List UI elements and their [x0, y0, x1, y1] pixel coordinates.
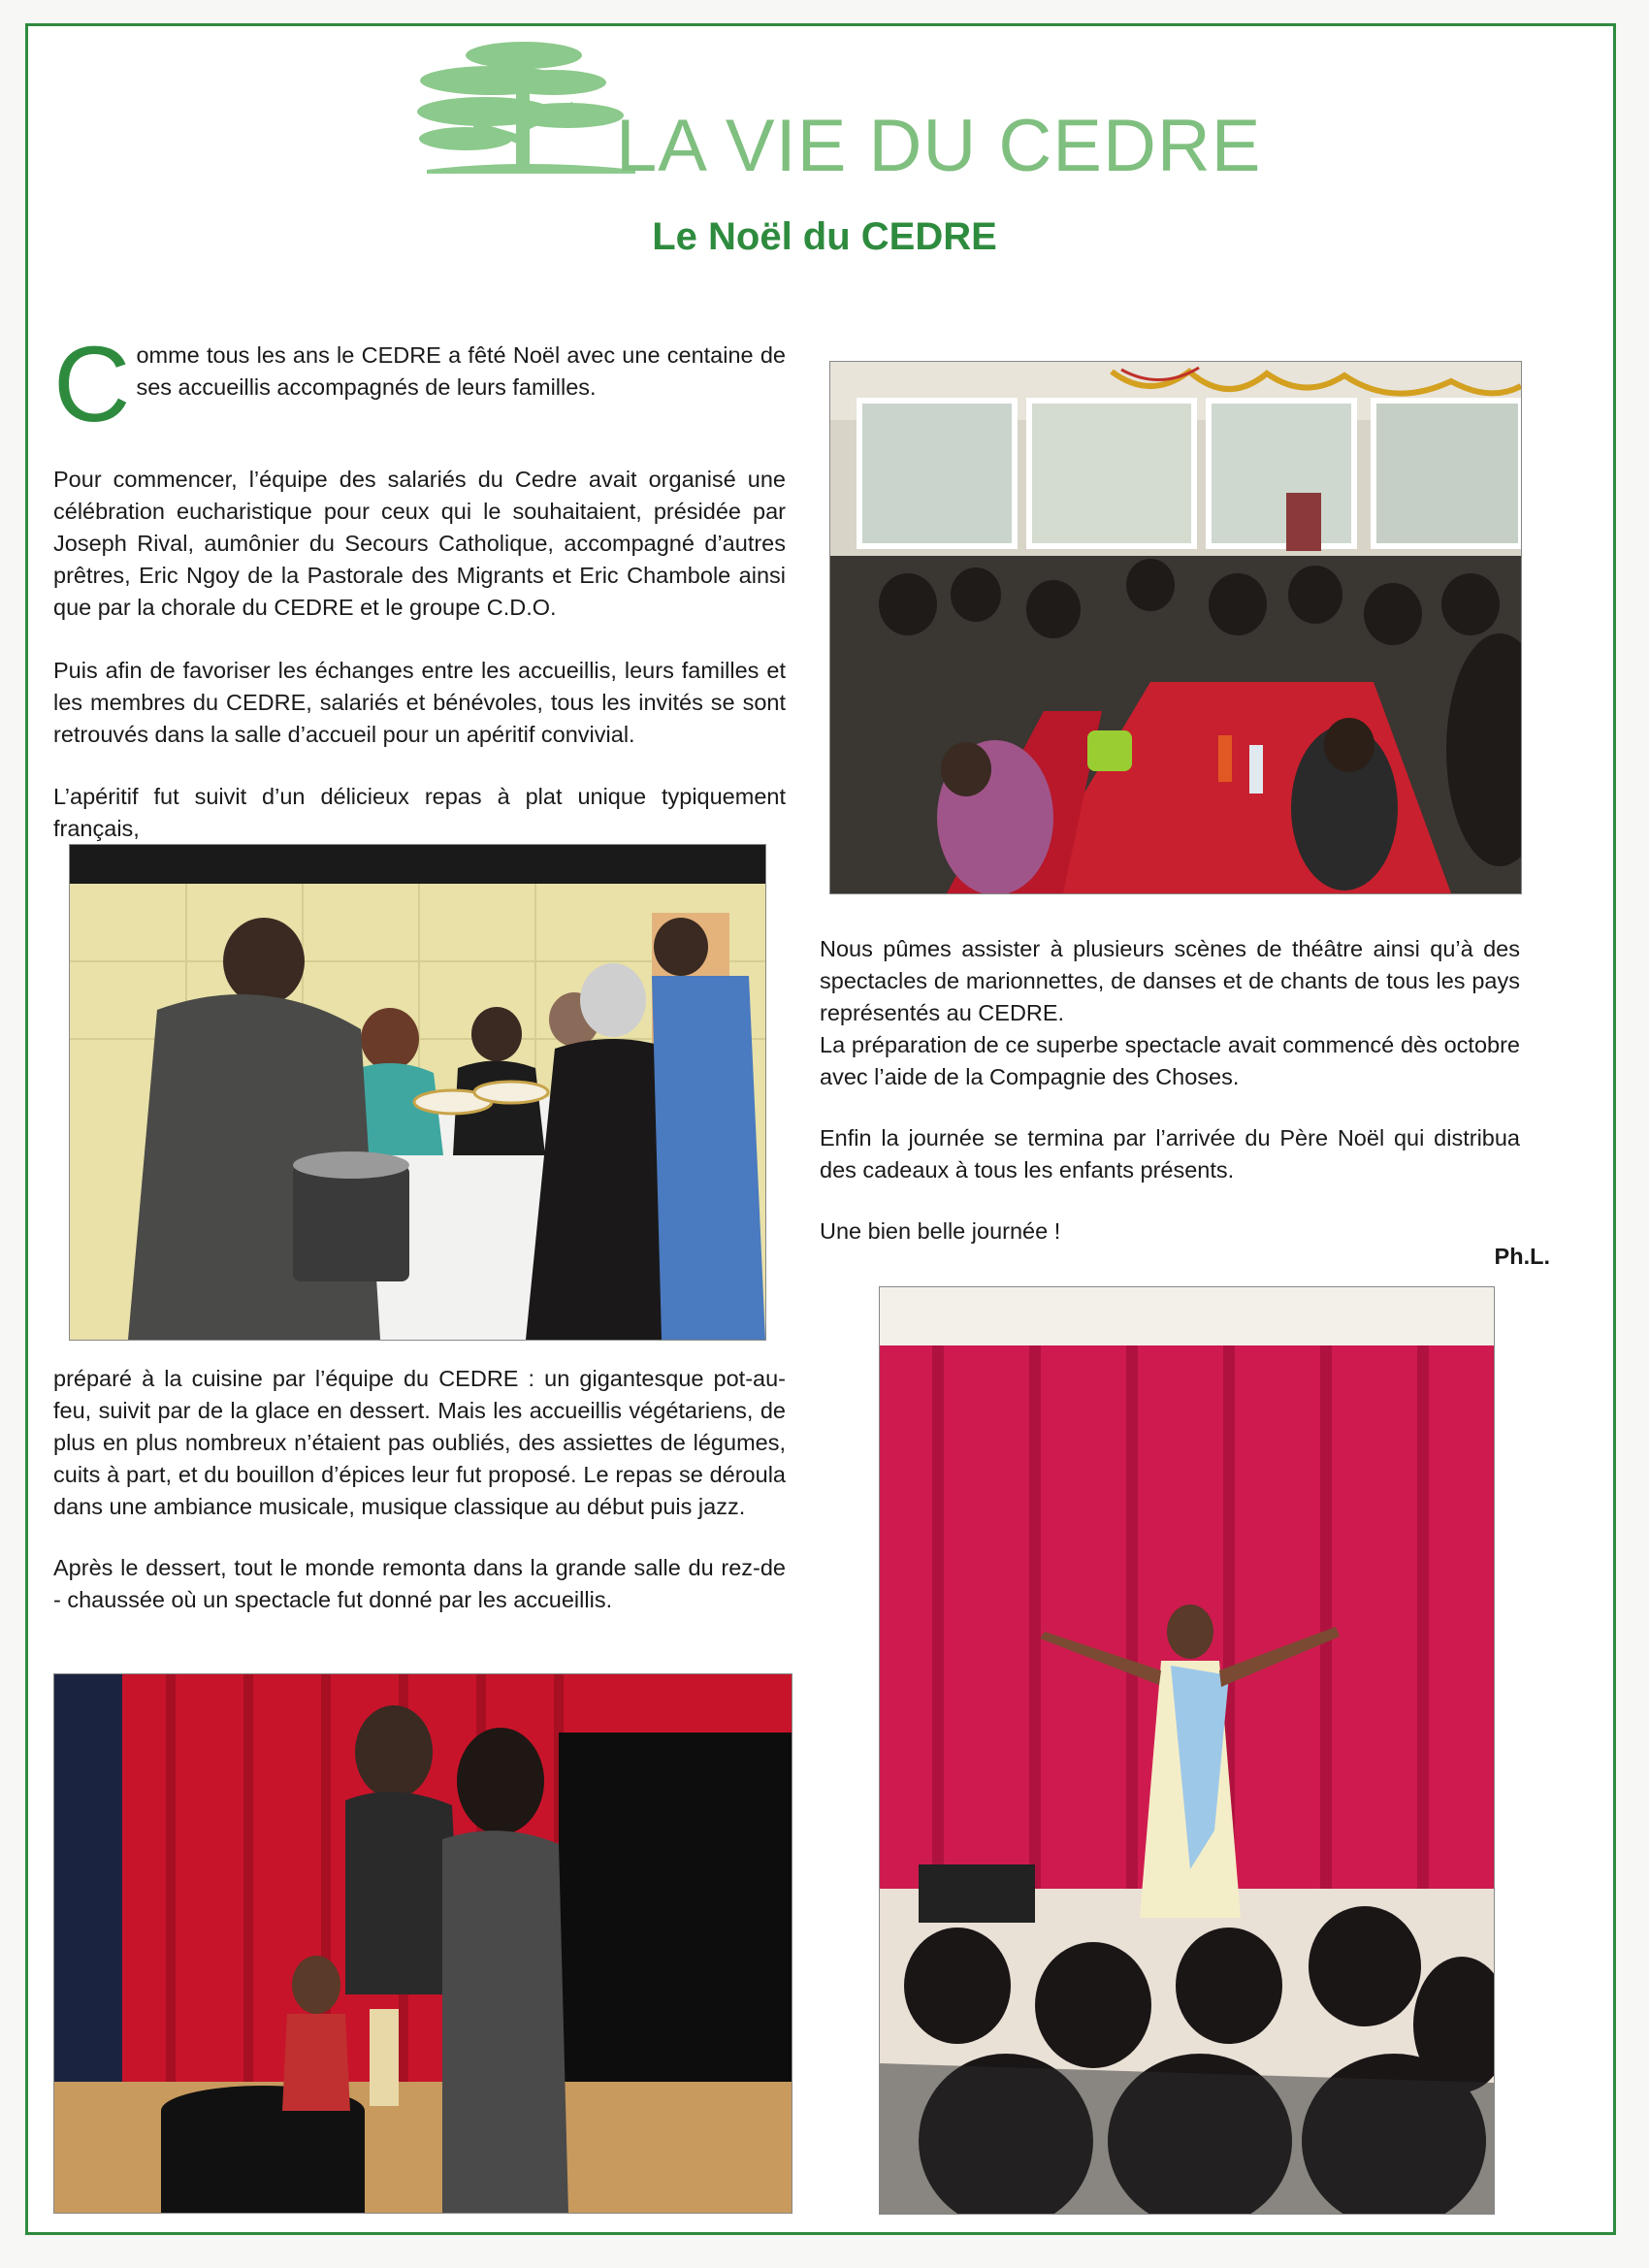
paragraph-preparation: La préparation de ce superbe spectacle avait commencé dès octobre avec l’aide de la Compagnie des Choses.	[820, 1032, 1520, 1089]
paragraph-closing: Une bien belle journée !	[820, 1218, 1061, 1244]
paragraph-after-dessert: Après le dessert, tout le monde remonta dans la grande salle du rez-de - chaussée où un spectacle fut donné par les accueillis.	[53, 1555, 786, 1612]
author-signature: Ph.L.	[1494, 1244, 1550, 1269]
photo-puppet-show	[53, 1673, 792, 2214]
section-title: LA VIE DU CEDRE	[616, 105, 1262, 187]
photo-dance-performance	[879, 1286, 1495, 2215]
photo-kitchen-serving	[69, 844, 766, 1341]
paragraph-show: Nous pûmes assister à plusieurs scènes de théâtre ainsi qu’à des spectacles de marionnettes, de danses et de chants de tous les pays représentés au CEDRE.	[820, 936, 1520, 1025]
paragraph-meal-start: L’apéritif fut suivit d’un délicieux repas à plat unique typiquement français,	[53, 784, 786, 841]
photo-dining-hall	[829, 361, 1522, 894]
drop-cap: C	[53, 325, 131, 444]
cedar-tree-logo	[407, 34, 640, 179]
paragraph-celebration: Pour commencer, l’équipe des salariés du Cedre avait organisé une célébration eucharistique pour ceux qui le souhaitaient, présidée par Joseph Rival, aumônier du Secours Catholique, accompagné d’autres prêtres, Eric Ngoy de la Pastorale des Migrants et Eric Chambole ainsi que par la chorale du CEDRE et le groupe C.D.O.	[53, 467, 786, 620]
masthead	[407, 34, 1262, 187]
paragraph-santa: Enfin la journée se termina par l’arrivée du Père Noël qui distribua des cadeaux à tous les enfants présents.	[820, 1125, 1520, 1183]
article-title: Le Noël du CEDRE	[652, 215, 997, 258]
intro-paragraph: Comme tous les ans le CEDRE a fêté Noël avec une centaine de ses accueillis accompagnés de leurs familles.	[53, 325, 786, 444]
paragraph-meal: préparé à la cuisine par l’équipe du CEDRE : un gigantesque pot-au-feu, suivit par de la glace en dessert. Mais les accueillis végétariens, de plus en plus nombreux n’étaient pas oubliés, des assiettes de légumes, cuits à part, et du bouillon d’épices leur fut proposé. Le repas se déroula dans une ambiance musicale, musique classique au début puis jazz.	[53, 1366, 786, 1519]
paragraph-aperitif: Puis afin de favoriser les échanges entre les accueillis, leurs familles et les membres du CEDRE, salariés et bénévoles, tous les invités se sont retrouvés dans la salle d’accueil pour un apéritif convivial.	[53, 658, 786, 747]
